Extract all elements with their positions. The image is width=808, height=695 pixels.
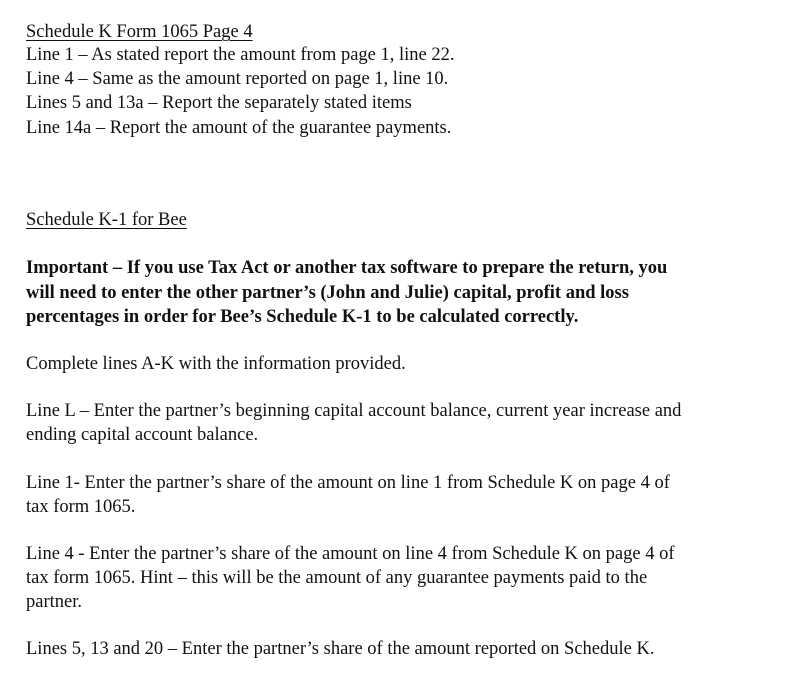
- schedule-k1-heading: Schedule K-1 for Bee: [26, 210, 187, 230]
- schedule-k-line-14a: Line 14a – Report the amount of the guarantee payments.: [26, 118, 452, 138]
- schedule-k-line-1: Line 1 – As stated report the amount from page 1, line 22.: [26, 45, 455, 65]
- lines-5-13-20-instruction: Lines 5, 13 and 20 – Enter the partner’s share of the amount reported on Schedule K.: [26, 639, 655, 659]
- schedule-k-heading: Schedule K Form 1065 Page 4: [26, 22, 253, 42]
- line-4-text-2: tax form 1065. Hint – this will be the amount of any guarantee payments paid to the: [26, 568, 648, 588]
- schedule-k-lines-5-13a: Lines 5 and 13a – Report the separately stated items: [26, 93, 412, 113]
- line-4-text-1: Line 4 - Enter the partner’s share of the amount on line 4 from Schedule K on page 4 of: [26, 544, 675, 564]
- line-1-text-2: tax form 1065.: [26, 497, 136, 517]
- complete-lines-instruction: Complete lines A-K with the information provided.: [26, 354, 406, 374]
- schedule-k-line-4: Line 4 – Same as the amount reported on page 1, line 10.: [26, 69, 449, 89]
- line-4-text-3: partner.: [26, 592, 82, 612]
- line-l-text-1: Line L – Enter the partner’s beginning capital account balance, current year increase and: [26, 401, 682, 421]
- important-line-1: Important – If you use Tax Act or another tax software to prepare the return, you: [26, 258, 668, 278]
- important-line-2: will need to enter the other partner’s (John and Julie) capital, profit and loss: [26, 283, 629, 303]
- line-l-text-2: ending capital account balance.: [26, 425, 259, 445]
- important-line-3: percentages in order for Bee’s Schedule K-1 to be calculated correctly.: [26, 307, 579, 327]
- line-1-text-1: Line 1- Enter the partner’s share of the amount on line 1 from Schedule K on page 4 of: [26, 473, 670, 493]
